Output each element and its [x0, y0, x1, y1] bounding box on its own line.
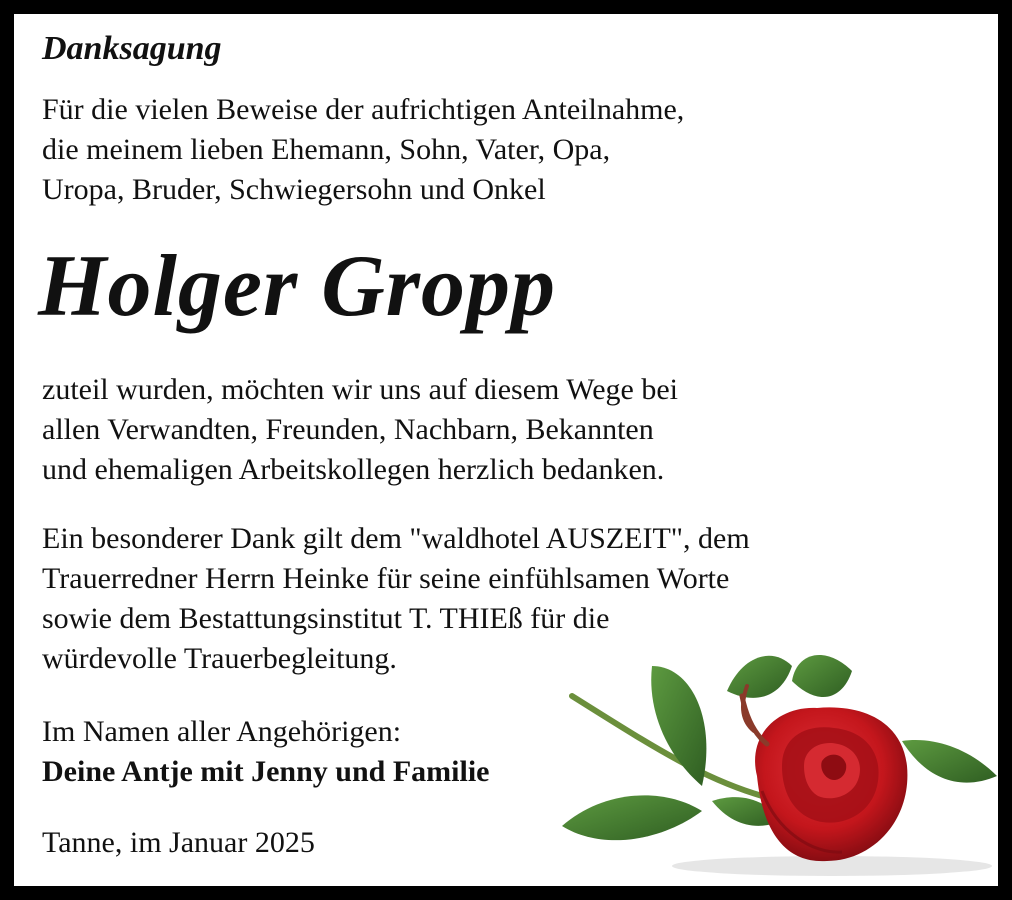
- deceased-name: Holger Gropp: [38, 238, 556, 335]
- thanks-line: allen Verwandten, Freunden, Nachbarn, Bekannten: [42, 413, 654, 446]
- on-behalf-line: Im Namen aller Angehörigen:: [42, 715, 402, 748]
- thanks-line: zuteil wurden, möchten wir uns auf diesem Wege bei: [42, 373, 679, 406]
- thanks-line: und ehemaligen Arbeitskollegen herzlich bedanken.: [42, 453, 665, 486]
- intro-line: Für die vielen Beweise der aufrichtigen Anteilnahme,: [42, 93, 685, 126]
- place-date: Tanne, im Januar 2025: [42, 826, 315, 859]
- red-rose-icon: [542, 626, 998, 886]
- intro-line: Uropa, Bruder, Schwiegersohn und Onkel: [42, 173, 546, 206]
- intro-paragraph: [42, 90, 684, 210]
- special-line: würdevolle Trauerbegleitung.: [42, 642, 397, 675]
- special-line: Ein besonderer Dank gilt dem "waldhotel AUSZEIT", dem: [42, 522, 750, 555]
- closing-paragraph: [42, 712, 490, 792]
- signature: Deine Antje mit Jenny und Familie: [42, 755, 490, 788]
- obituary-card: [14, 14, 998, 886]
- notice-heading: Danksagung: [42, 30, 222, 67]
- special-line: Trauerredner Herrn Heinke für seine einfühlsamen Worte: [42, 562, 730, 595]
- intro-line: die meinem lieben Ehemann, Sohn, Vater, Opa,: [42, 133, 611, 166]
- special-line: sowie dem Bestattungsinstitut T. THIEß für die: [42, 602, 610, 635]
- thanks-paragraph: [42, 370, 678, 490]
